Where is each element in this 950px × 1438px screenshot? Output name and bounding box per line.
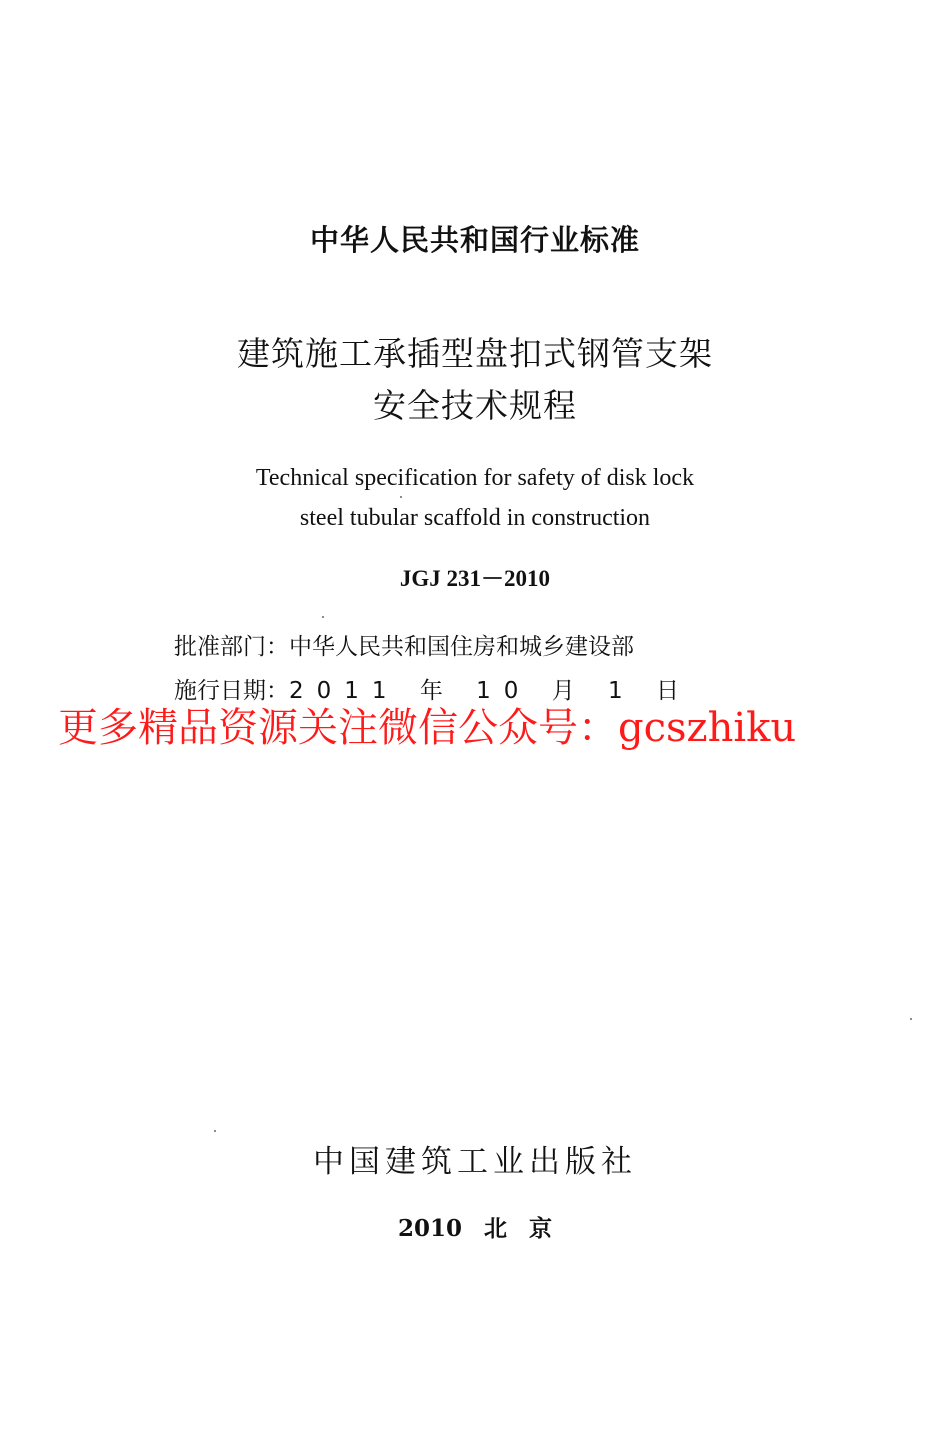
approval-value: 中华人民共和国住房和城乡建设部 [289,634,634,660]
english-title-line-2: steel tubular scaffold in construction [299,505,651,531]
chinese-title-line-2: 安全技术规程 [373,386,577,425]
english-title-line-1: Technical specification for safety of disk lock [255,465,695,491]
scan-speck [400,496,402,498]
effective-value: 2011 年 10 月 1 日 [289,678,692,704]
scan-speck [214,1130,216,1132]
approval-label: 批准部门： [174,634,289,660]
scan-speck [322,616,324,618]
scan-speck [910,1018,912,1020]
publication-year-place: 2010 北 京 [397,1215,553,1242]
standard-type-heading: 中华人民共和国行业标准 [309,223,640,257]
chinese-title-line-1: 建筑施工承插型盘扣式钢管支架 [237,334,713,373]
effective-label: 施行日期： [174,678,289,704]
publisher-name: 中国建筑工业出版社 [313,1144,637,1180]
approval-department [174,628,634,661]
standard-code: JGJ 231－2010 [399,566,551,591]
watermark-text: 更多精品资源关注微信公众号：gcszhiku [58,705,797,751]
english-title [0,458,950,538]
chinese-title [0,328,950,432]
